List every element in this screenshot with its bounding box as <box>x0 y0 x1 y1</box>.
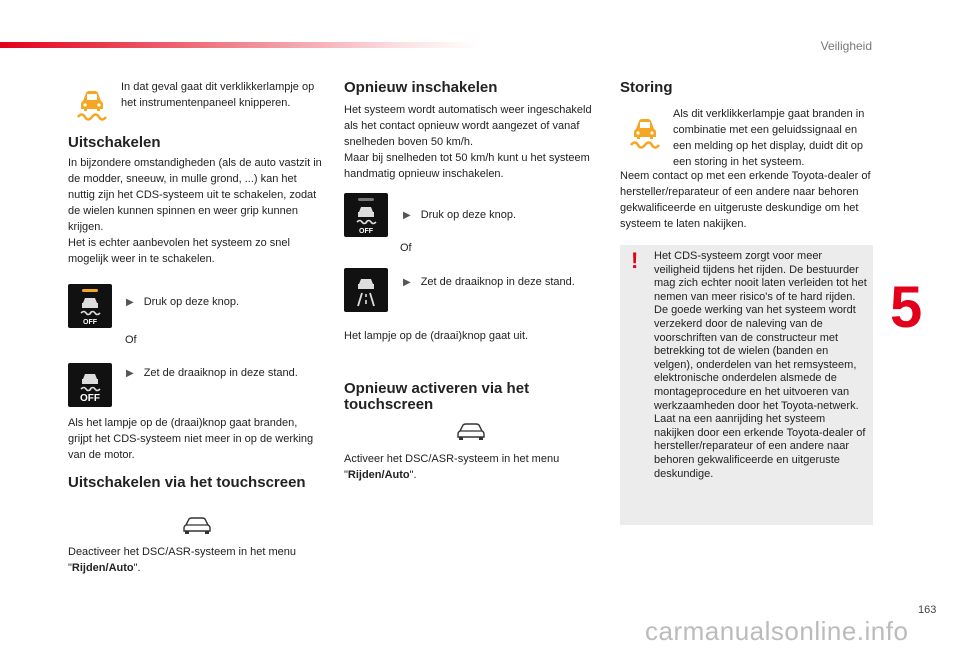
page-number: 163 <box>918 604 937 616</box>
watermark: carmanualsonline.info <box>645 616 909 646</box>
storing-title: Storing <box>620 79 673 96</box>
middle-after-text: Het lampje op de (draai)knop gaat uit. <box>344 330 529 342</box>
off-label: OFF <box>359 228 373 235</box>
left-touch-text-pre: Deactiveer het DSC/ASR-systeem in het menu " <box>68 546 297 574</box>
middle-step-2 <box>403 276 575 288</box>
esp-off-button <box>68 284 112 328</box>
alert-text: Het CDS-systeem zorgt voor meer veiligheid tijdens het rijden. De bestuurder mag zich echter nooit laten verleiden tot het nemen van meer risico's of te hard rijden. De goede werking van het systeem wordt verzekerd door de naleving van de voorschriften van de constructeur met betrekking tot de wielen (banden en velgen), onderdelen van het remsysteem, elektronische onderdelen alsmede de montageprocedure en het uitvoeren van werkzaamheden door het Toyota-netwerk. Laat na een aanrijding het systeem nakijken door een erkende Toyota-dealer of hersteller/reparateur of een andere naar behoren gekwalificeerde en uitgeruste deskundige. <box>654 250 867 480</box>
car-settings-icon <box>182 515 212 535</box>
middle-or: Of <box>400 242 412 254</box>
off-label: OFF <box>83 319 97 326</box>
middle-esp-off-button <box>344 193 388 237</box>
middle-text: Het systeem wordt automatisch weer ingeschakeld als het contact opnieuw wordt aangezet of vanaf snelheden boven 50 km/h. Maar bij snelheden tot 50 km/h kunt u het systeem handmatig opnieuw inschakelen. <box>344 104 592 180</box>
arrow-right-icon: ▶ <box>126 367 134 379</box>
arrow-right-icon: ▶ <box>403 276 411 288</box>
exclamation-icon: ! <box>631 248 639 273</box>
middle-step-1 <box>403 209 516 221</box>
left-step-2 <box>126 367 298 379</box>
car-settings-icon <box>456 421 486 441</box>
middle-touch-menu: Rijden/Auto <box>347 469 410 481</box>
left-touch-title: Uitschakelen via het touchscreen <box>68 474 306 491</box>
left-step-1 <box>126 296 239 308</box>
uitschakelen-text: In bijzondere omstandigheden (als de auto vastzit in de modder, sneeuw, in mulle grond, ...) kan het nuttig zijn het CDS-systeem uit te schakelen, zodat de wielen kunnen spinnen en weer grip kunnen krijgen. Het is echter aanbevolen het systeem zo snel mogelijk weer in te schakelen. <box>68 157 322 265</box>
traction-dial-icon <box>344 268 388 312</box>
left-step-2-text: Zet de draaiknop in deze stand. <box>143 367 298 379</box>
off-label: OFF <box>80 393 100 404</box>
skid-warning-icon <box>625 112 665 152</box>
esp-off-button-icon <box>344 193 388 237</box>
left-step-1-text: Druk op deze knop. <box>143 296 240 308</box>
middle-touch-text <box>344 451 594 483</box>
middle-touch-text-pre: Activeer het DSC/ASR-systeem in het menu " <box>344 453 560 481</box>
skid-warning-icon <box>72 84 112 124</box>
left-touch-menu: Rijden/Auto <box>71 562 134 574</box>
middle-touch-title: Opnieuw activeren via het touchscreen <box>344 380 530 413</box>
chapter-number: 5 <box>890 275 923 340</box>
left-touch-text <box>68 544 328 576</box>
traction-dial-icon <box>68 363 112 407</box>
section-title: Veiligheid <box>820 39 872 53</box>
left-after-text: Als het lampje op de (draai)knop gaat branden, grijpt het CDS-systeem niet meer in op de werking van de motor. <box>68 417 314 461</box>
top-accent-bar <box>0 42 480 48</box>
dial-off-position <box>68 363 112 407</box>
intro-text: In dat geval gaat dit verklikkerlampje op het instrumentenpaneel knipperen. <box>121 81 315 109</box>
arrow-right-icon: ▶ <box>126 296 134 308</box>
esp-off-button-icon <box>68 284 112 328</box>
storing-text: Neem contact op met een erkende Toyota-dealer of hersteller/reparateur of een andere naar behoren gekwalificeerde en uitgeruste deskundige om het systeem te laten nakijken. <box>620 170 871 230</box>
storing-warning-text: Als dit verklikkerlampje gaat branden in combinatie met een geluidssignaal en een melding op het display, duidt dit op een storing in het systeem. <box>673 108 865 168</box>
uitschakelen-title: Uitschakelen <box>68 134 161 151</box>
middle-touch-text-post: ". <box>409 469 417 481</box>
middle-step-2-text: Zet de draaiknop in deze stand. <box>420 276 575 288</box>
middle-title: Opnieuw inschakelen <box>344 79 498 96</box>
dial-on-position <box>344 268 388 312</box>
middle-step-1-text: Druk op deze knop. <box>420 209 517 221</box>
left-touch-text-post: ". <box>133 562 141 574</box>
left-or: Of <box>125 334 137 346</box>
arrow-right-icon: ▶ <box>403 209 411 221</box>
